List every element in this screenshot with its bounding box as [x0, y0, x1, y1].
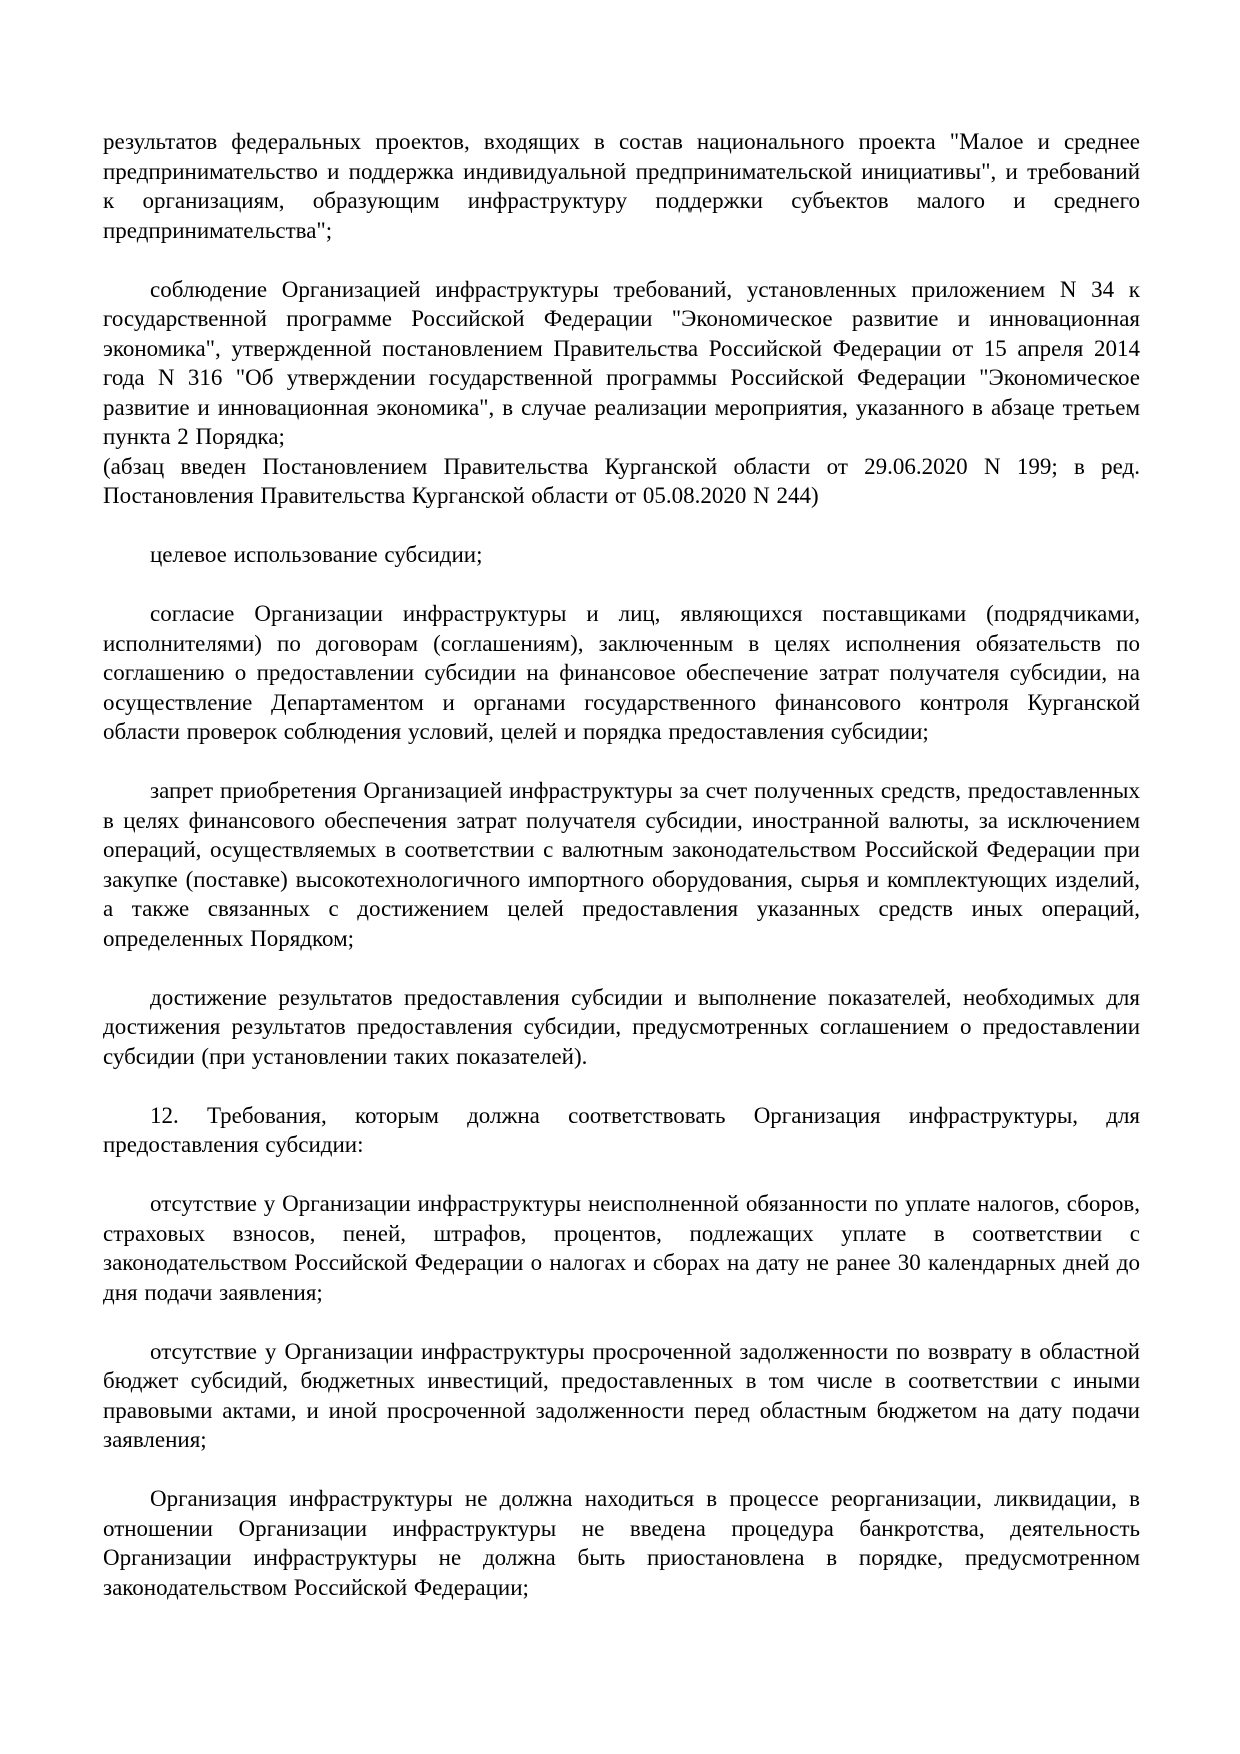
paragraph: 12. Требования, которым должна соответствовать Организация инфраструктуры, для предоставления субсидии:	[103, 1102, 1140, 1157]
paragraph: целевое использование субсидии;	[150, 542, 483, 567]
paragraph: отсутствие у Организации инфраструктуры неисполненной обязанности по уплате налогов, сборов, страховых взносов, пеней, штрафов, процентов, подлежащих уплате в соответствии с законодательством Российской Федерации о налогах и сборах на дату не ранее 30 календарных дней до дня подачи заявления;	[103, 1191, 1140, 1305]
paragraph: достижение результатов предоставления субсидии и выполнение показателей, необходимых для достижения результатов предоставления субсидии, предусмотренных соглашением о предоставлении субсидии (при установлении таких показателей).	[103, 984, 1140, 1069]
paragraph: Организация инфраструктуры не должна находиться в процессе реорганизации, ликвидации, в отношении Организации инфраструктуры не введена процедура банкротства, деятельность Организации инфраструктуры не должна быть приостановлена в порядке, предусмотренном законодательством Российской Федерации;	[103, 1486, 1140, 1600]
paragraph: отсутствие у Организации инфраструктуры просроченной задолженности по возврату в областной бюджет субсидий, бюджетных инвестиций, предоставленных в том числе в соответствии с иными правовыми актами, и иной просроченной задолженности перед областным бюджетом на дату подачи заявления;	[103, 1338, 1140, 1452]
paragraph: запрет приобретения Организацией инфраструктуры за счет полученных средств, предоставленных в целях финансового обеспечения затрат получателя субсидии, иностранной валюты, за исключением операций, осуществляемых в соответствии с валютным законодательством Российской Федерации при закупке (поставке) высокотехнологичного импортного оборудования, сырья и комплектующих изделий, а также связанных с достижением целей предоставления указанных средств иных операций, определенных Порядком;	[103, 778, 1140, 951]
paragraph: соблюдение Организацией инфраструктуры требований, установленных приложением N 34 к государственной программе Российской Федерации "Экономическое развитие и инновационная экономика", утвержденной постановлением Правительства Российской Федерации от 15 апреля 2014 года N 316 "Об утверждении государственной программы Российской Федерации "Экономическое развитие и инновационная экономика", в случае реализации мероприятия, указанного в абзаце третьем пункта 2 Порядка;	[103, 276, 1140, 449]
paragraph: согласие Организации инфраструктуры и лиц, являющихся поставщиками (подрядчиками, исполнителями) по договорам (соглашениям), заключенным в целях исполнения обязательств по соглашению о предоставлении субсидии на финансовое обеспечение затрат получателя субсидии, на осуществление Департаментом и органами государственного финансового контроля Курганской области проверок соблюдения условий, целей и порядка предоставления субсидии;	[103, 601, 1140, 744]
paragraph: (абзац введен Постановлением Правительства Курганской области от 29.06.2020 N 199; в ред. Постановления Правительства Курганской области от 05.08.2020 N 244)	[103, 453, 1140, 508]
paragraph: результатов федеральных проектов, входящих в состав национального проекта "Малое и среднее предпринимательство и поддержка индивидуальной предпринимательской инициативы", и требований к организациям, образующим инфраструктуру поддержки субъектов малого и среднего предпринимательства";	[103, 129, 1140, 243]
document-body	[103, 127, 1140, 1602]
